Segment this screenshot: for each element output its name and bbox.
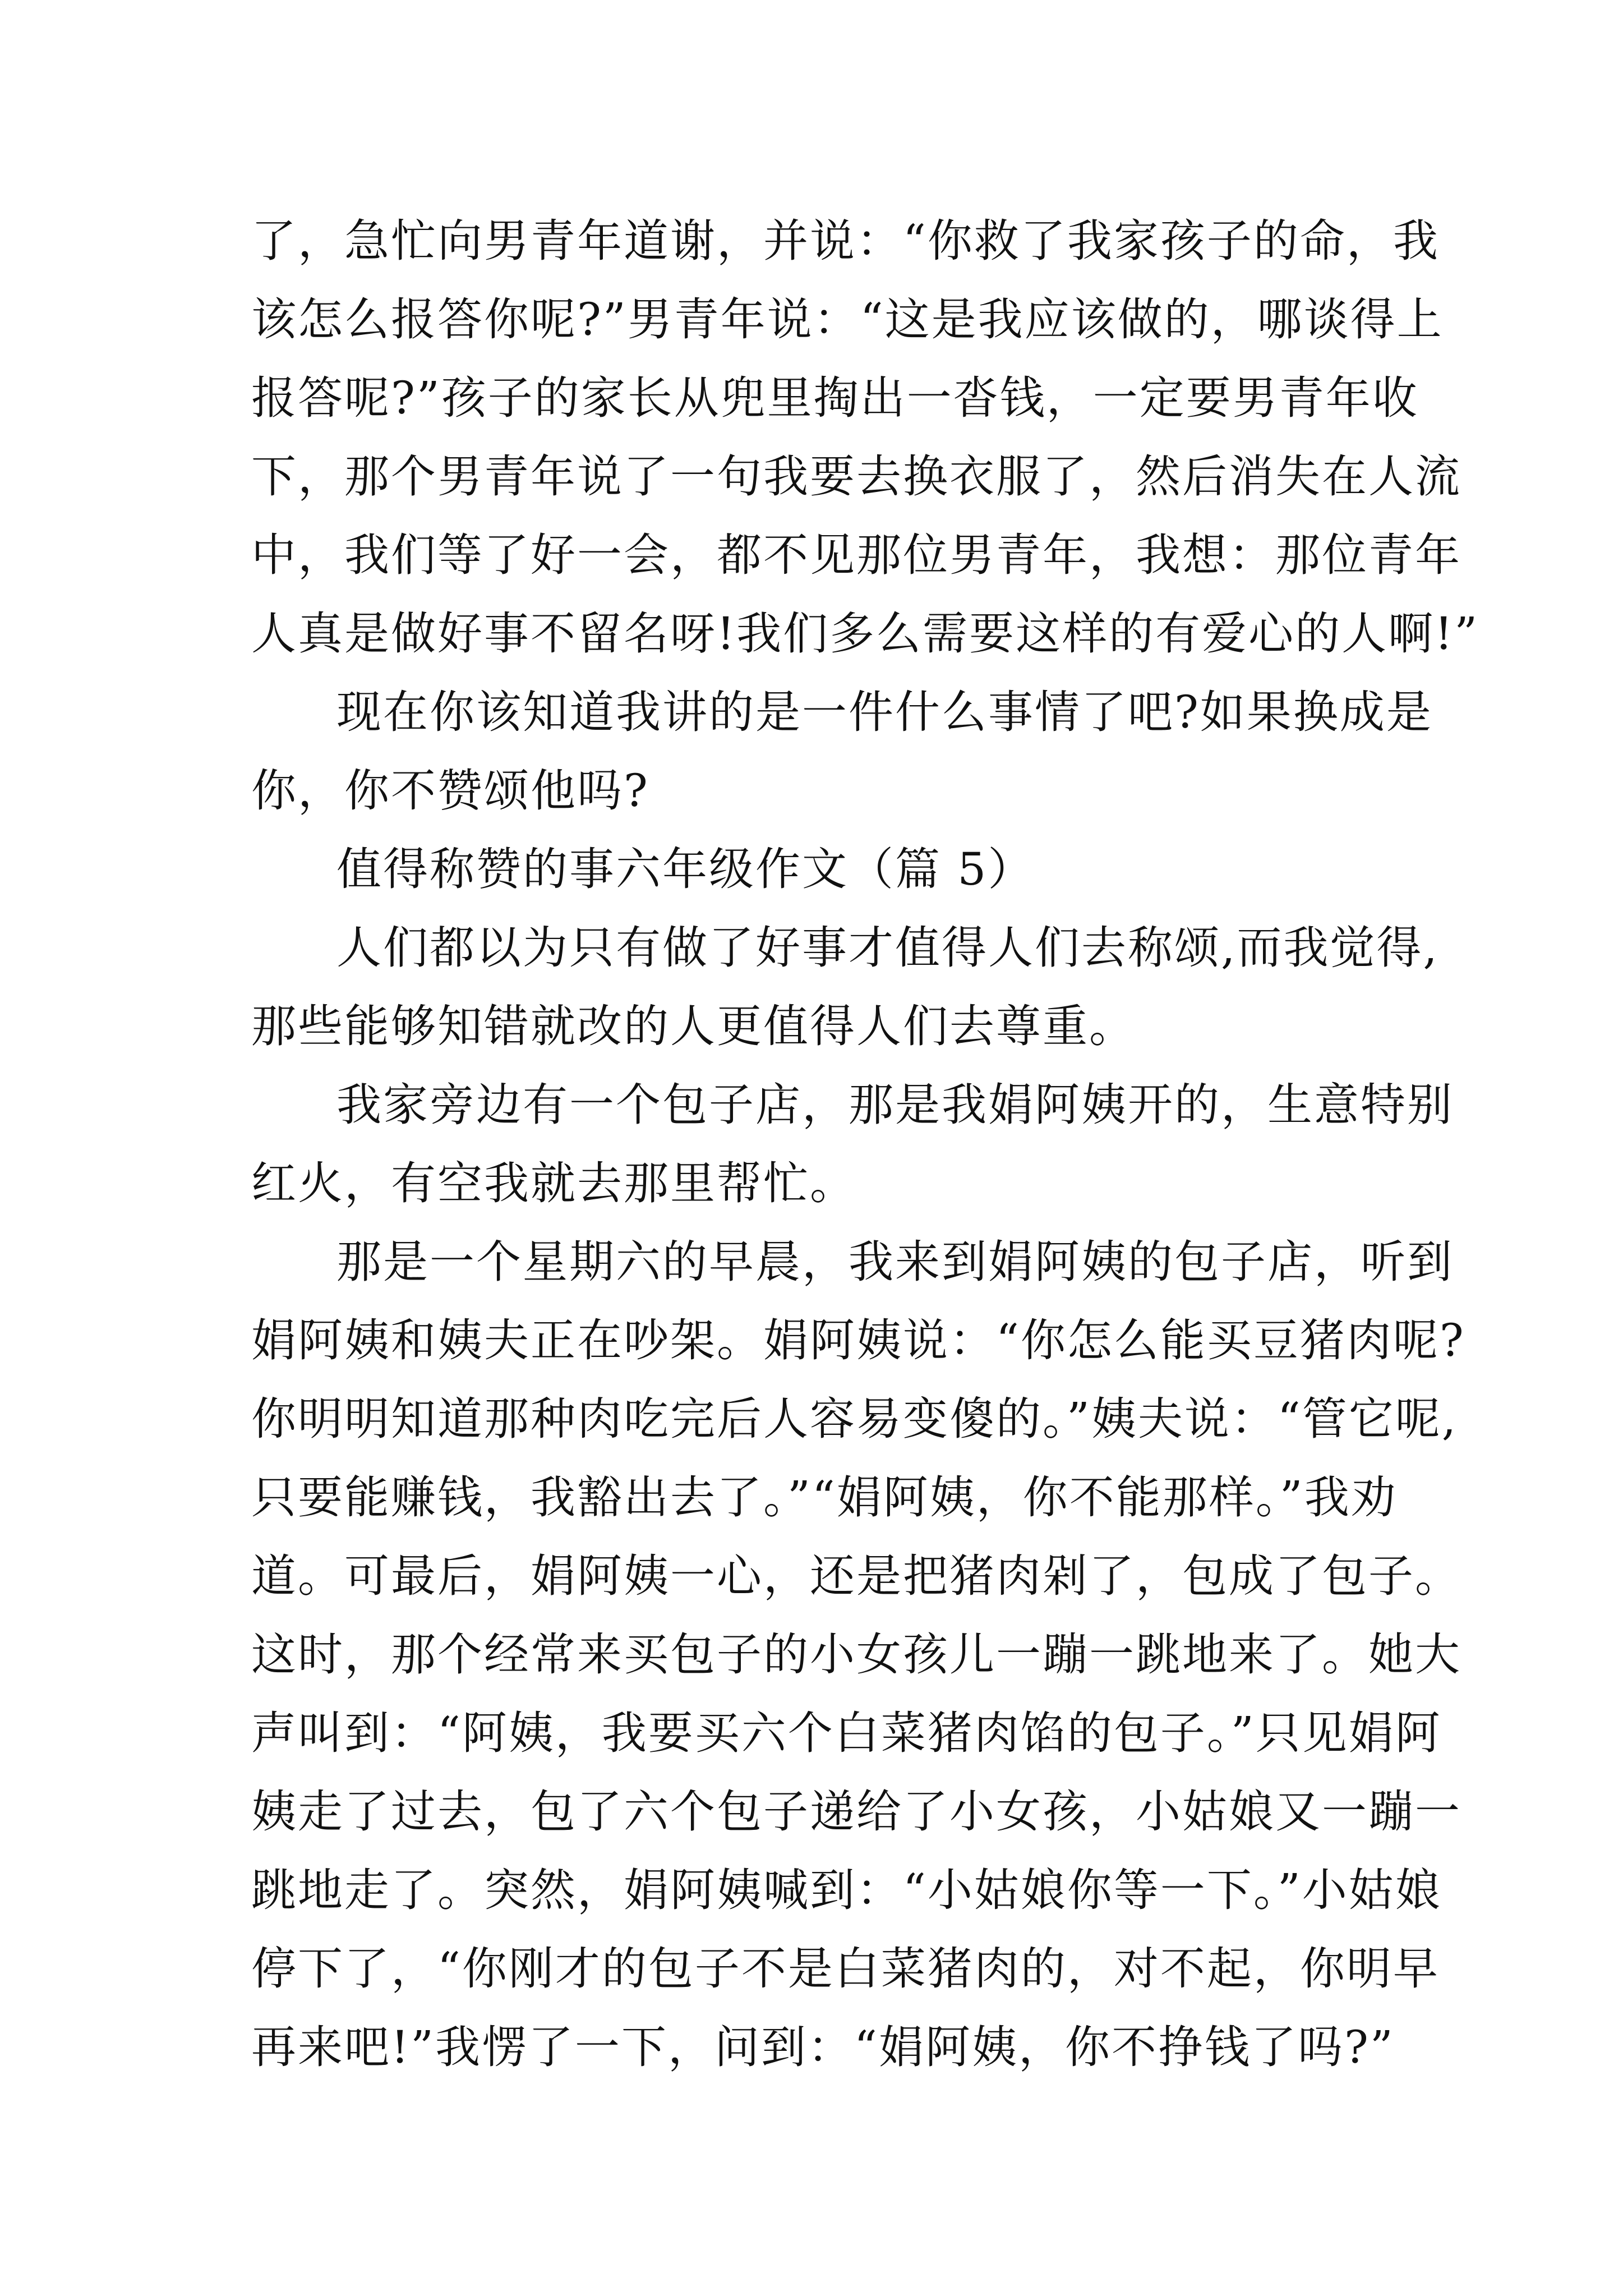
text-line: 你明明知道那种肉吃完后人容易变傻的。”姨夫说：“管它呢, [251, 1393, 1458, 1445]
text-line: 红火，有空我就去那里帮忙。 [251, 1157, 856, 1209]
text-line: 只要能赚钱，我豁出去了。”“娟阿姨，你不能那样。”我劝 [251, 1471, 1398, 1524]
paragraph-first-line: 我家旁边有一个包子店，那是我娟阿姨开的，生意特别 [336, 1079, 1454, 1131]
text-line: 该怎么报答你呢?”男青年说：“这是我应该做的，哪谈得上 [251, 293, 1444, 346]
text-line: 了，急忙向男青年道谢，并说：“你救了我家孩子的命，我 [251, 215, 1440, 267]
section-heading: 值得称赞的事六年级作文（篇 5） [336, 843, 1035, 895]
text-line: 娟阿姨和姨夫正在吵架。娟阿姨说：“你怎么能买豆猪肉呢? [251, 1314, 1465, 1366]
text-line: 姨走了过去，包了六个包子递给了小女孩，小姑娘又一蹦一 [251, 1786, 1461, 1838]
text-line: 你，你不赞颂他吗? [251, 765, 649, 817]
text-line: 人真是做好事不留名呀!我们多么需要这样的有爱心的人啊!” [251, 608, 1479, 660]
paragraph-first-line: 那是一个星期六的早晨，我来到娟阿姨的包子店，听到 [336, 1236, 1454, 1288]
text-line: 那些能够知错就改的人更值得人们去尊重。 [251, 1000, 1136, 1052]
paragraph-first-line: 人们都以为只有做了好事才值得人们去称颂,而我觉得, [336, 922, 1439, 974]
text-line: 声叫到：“阿姨，我要买六个白菜猪肉馅的包子。”只见娟阿 [251, 1707, 1442, 1759]
paragraph-first-line: 现在你该知道我讲的是一件什么事情了吧?如果换成是 [336, 686, 1433, 738]
text-line: 报答呢?”孩子的家长从兜里掏出一沓钱，一定要男青年收 [251, 372, 1419, 424]
text-line: 跳地走了。突然，娟阿姨喊到：“小姑娘你等一下。”小姑娘 [251, 1864, 1442, 1916]
text-line: 下，那个男青年说了一句我要去换衣服了，然后消失在人流 [251, 450, 1461, 503]
text-line: 停下了，“你刚才的包子不是白菜猪肉的，对不起，你明早 [251, 1943, 1440, 1995]
text-line: 再来吧!”我愣了一下，问到：“娟阿姨，你不挣钱了吗?” [251, 2021, 1395, 2073]
text-line: 中，我们等了好一会，都不见那位男青年，我想：那位青年 [251, 529, 1461, 581]
text-line: 道。可最后，娟阿姨一心，还是把猪肉剁了，包成了包子。 [251, 1550, 1461, 1602]
text-line: 这时，那个经常来买包子的小女孩儿一蹦一跳地来了。她大 [251, 1628, 1461, 1681]
